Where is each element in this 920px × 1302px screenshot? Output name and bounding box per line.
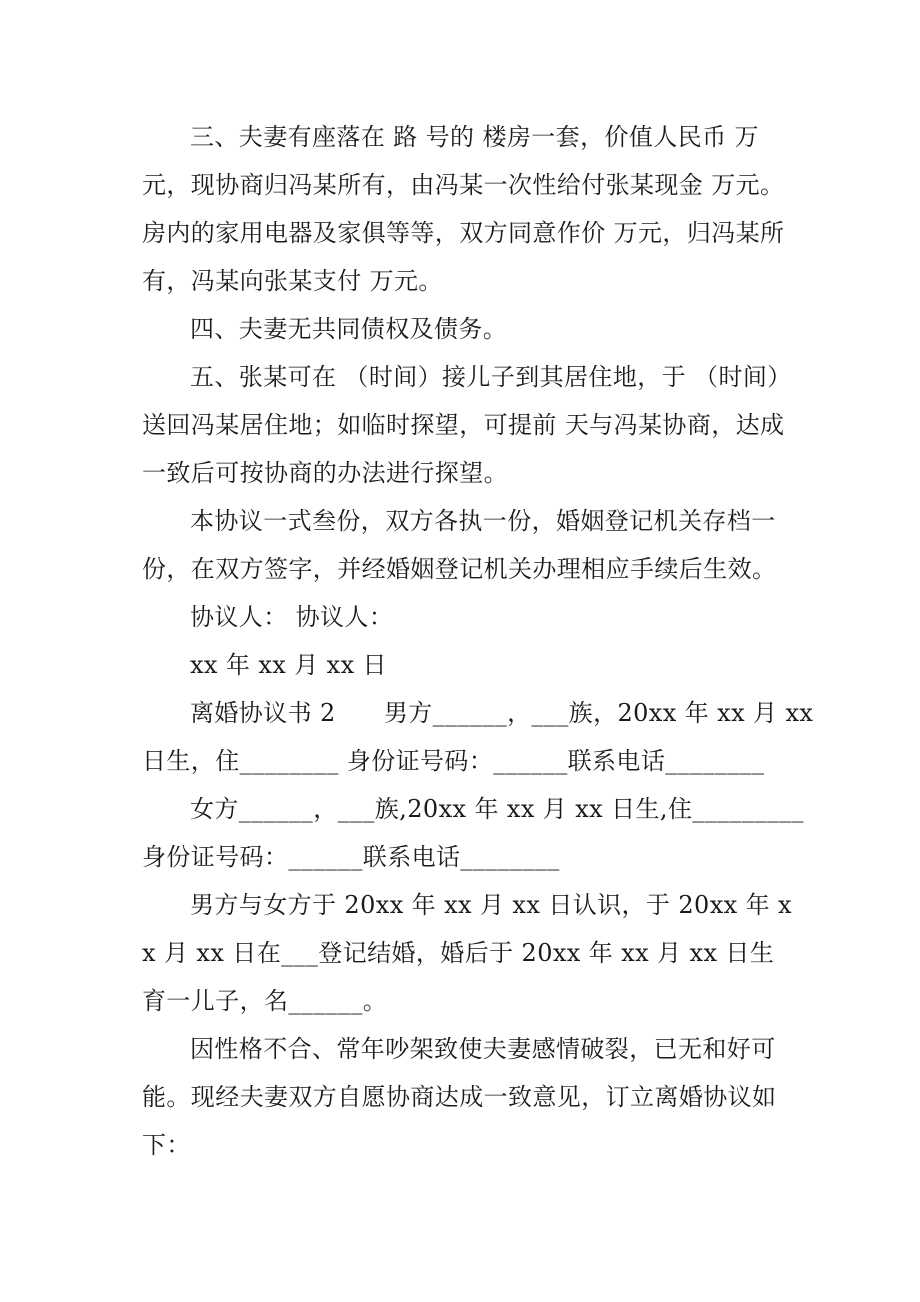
date-line: xx 年 xx 月 xx 日 (190, 651, 387, 679)
paragraph-visitation: 五、张某可在 （时间）接儿子到其居住地，于 （时间）送回冯某居住地；如临时探望，可提前 天与冯某协商，达成一致后可按协商的办法进行探望。 (142, 363, 792, 487)
agreement-2-wife-line-1: 女方______，___族,20xx 年 xx 月 xx 日生,住_________ (190, 795, 804, 823)
signature-line: 协议人： 协议人： (190, 603, 394, 631)
paragraph-marriage-history: 男方与女方于 20xx 年 xx 月 xx 日认识，于 20xx 年 xx 月 xx 日在___登记结婚，婚后于 20xx 年 xx 月 xx 日生育一儿子，名______。 (142, 891, 792, 1015)
agreement-2-wife-line-2: 身份证号码：______联系电话________ (142, 843, 560, 871)
document-body (142, 113, 814, 1169)
agreement-2-husband-line-1: 离婚协议书 2 男方______，___族，20xx 年 xx 月 xx (190, 699, 814, 727)
paragraph-house-property: 三、夫妻有座落在 路 号的 楼房一套，价值人民币 万元，现协商归冯某所有，由冯某一次性给付张某现金 万元。房内的家用电器及家俱等等，双方同意作价 万元，归冯某所有，冯某向张某支付 万元。 (142, 123, 785, 295)
paragraph-no-debts: 四、夫妻无共同债权及债务。 (190, 315, 508, 343)
paragraph-copies: 本协议一式叁份，双方各执一份，婚姻登记机关存档一份，在双方签字，并经婚姻登记机关办理相应手续后生效。 (142, 507, 777, 583)
agreement-2-husband-line-2: 日生，住________ 身份证号码：______联系电话________ (142, 747, 765, 775)
paragraph-divorce-reason: 因性格不合、常年吵架致使夫妻感情破裂，已无和好可能。现经夫妻双方自愿协商达成一致意见，订立离婚协议如下： (142, 1035, 777, 1159)
